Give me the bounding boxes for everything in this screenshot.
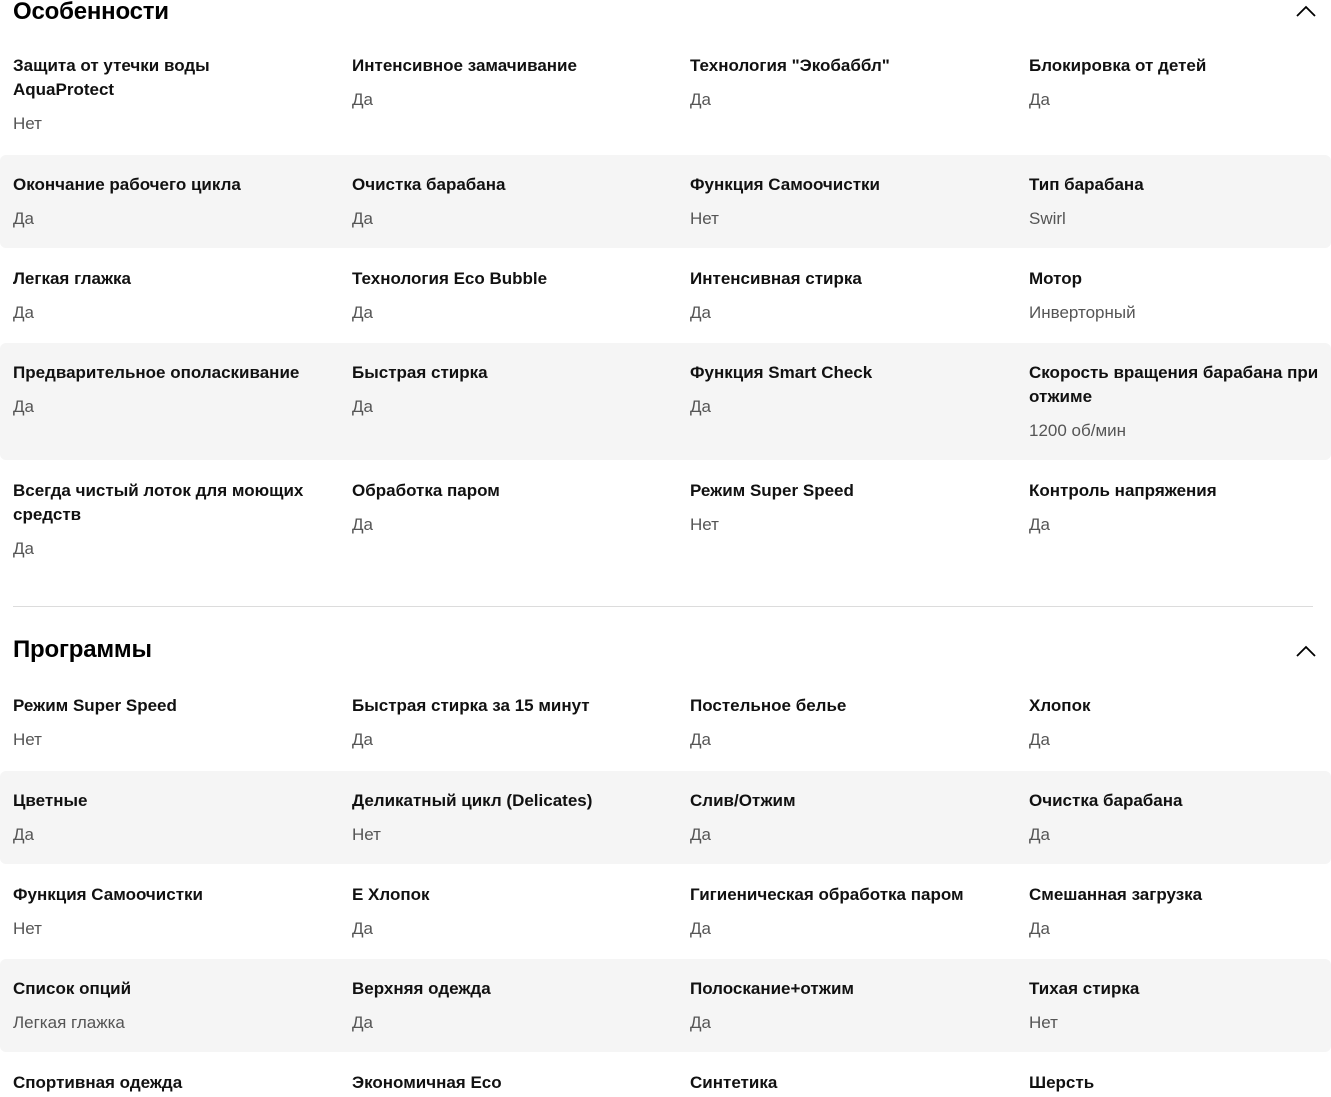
spec-value: Да <box>690 303 711 322</box>
spec-row <box>0 343 1331 460</box>
spec-item <box>352 54 652 112</box>
section-divider <box>13 606 1313 607</box>
spec-item <box>690 479 990 537</box>
spec-row <box>0 686 1331 770</box>
spec-label: Верхняя одежда <box>352 979 491 998</box>
spec-item <box>690 977 990 1035</box>
spec-label: Тихая стирка <box>1029 979 1140 998</box>
spec-item <box>13 977 313 1035</box>
spec-item <box>1029 1071 1329 1097</box>
spec-row <box>0 771 1331 864</box>
spec-item <box>690 694 990 752</box>
spec-label: Функция Smart Check <box>690 363 873 382</box>
spec-label: Технология Eco Bubble <box>352 269 548 288</box>
spec-value: Swirl <box>1029 209 1066 228</box>
spec-label: Быстрая стирка за 15 минут <box>352 696 590 715</box>
spec-label: Обработка паром <box>352 481 500 500</box>
spec-item <box>1029 789 1329 847</box>
spec-value: Да <box>13 825 34 844</box>
spec-label: Функция Самоочистки <box>13 885 203 904</box>
section-title: Программы <box>13 636 152 663</box>
spec-value: Да <box>1029 825 1050 844</box>
spec-item <box>13 173 313 231</box>
spec-label: Список опций <box>13 979 132 998</box>
spec-label: Гигиеническая обработка паром <box>690 885 964 904</box>
spec-item <box>13 694 313 752</box>
spec-label: Е Хлопок <box>352 885 430 904</box>
spec-value: Да <box>13 539 34 558</box>
spec-value: Да <box>1029 919 1050 938</box>
spec-value: Да <box>13 209 34 228</box>
spec-value: Легкая глажка <box>13 1013 125 1032</box>
spec-value: Да <box>352 1013 373 1032</box>
spec-item <box>13 361 313 419</box>
spec-value: Да <box>13 397 34 416</box>
spec-item <box>690 1071 990 1097</box>
spec-item <box>1029 54 1329 112</box>
spec-label: Интенсивное замачивание <box>352 56 577 75</box>
spec-value: Да <box>352 919 373 938</box>
spec-value: Да <box>690 1013 711 1032</box>
spec-label: Постельное белье <box>690 696 847 715</box>
spec-label: Режим Super Speed <box>690 481 854 500</box>
spec-label: Контроль напряжения <box>1029 481 1217 500</box>
spec-label: Всегда чистый лоток для моющих средств <box>13 481 304 524</box>
spec-value: Да <box>352 303 373 322</box>
spec-value: Да <box>1029 515 1050 534</box>
spec-label: Функция Самоочистки <box>690 175 880 194</box>
spec-label: Интенсивная стирка <box>690 269 862 288</box>
spec-value: Нет <box>1029 1013 1058 1032</box>
spec-row <box>0 1053 1331 1097</box>
chevron-up-icon[interactable] <box>1295 4 1317 18</box>
spec-value: Да <box>352 515 373 534</box>
spec-item <box>352 1071 652 1097</box>
spec-item <box>1029 267 1329 325</box>
spec-value: Да <box>1029 90 1050 109</box>
spec-label: Предварительное ополаскивание <box>13 363 300 382</box>
spec-item <box>1029 361 1329 443</box>
spec-value: Да <box>352 209 373 228</box>
spec-row <box>0 155 1331 248</box>
spec-label: Слив/Отжим <box>690 791 796 810</box>
spec-item <box>690 173 990 231</box>
spec-value: Нет <box>13 730 42 749</box>
spec-label: Очистка барабана <box>352 175 506 194</box>
spec-item <box>352 361 652 419</box>
spec-label: Мотор <box>1029 269 1082 288</box>
spec-item <box>13 883 313 941</box>
spec-value: Да <box>690 90 711 109</box>
spec-item <box>690 883 990 941</box>
spec-item <box>1029 479 1329 537</box>
chevron-up-icon[interactable] <box>1295 644 1317 658</box>
spec-label: Шерсть <box>1029 1073 1095 1092</box>
spec-item <box>1029 977 1329 1035</box>
spec-item <box>352 789 652 847</box>
spec-value: Да <box>352 730 373 749</box>
spec-item <box>1029 883 1329 941</box>
spec-label: Смешанная загрузка <box>1029 885 1203 904</box>
spec-item <box>13 54 313 136</box>
spec-item <box>352 883 652 941</box>
spec-item <box>1029 694 1329 752</box>
spec-label: Окончание рабочего цикла <box>13 175 241 194</box>
spec-label: Режим Super Speed <box>13 696 177 715</box>
spec-label: Спортивная одежда <box>13 1073 183 1092</box>
spec-item <box>13 267 313 325</box>
spec-value: Нет <box>13 919 42 938</box>
spec-value: Да <box>690 825 711 844</box>
spec-item <box>13 479 313 561</box>
spec-item <box>690 267 990 325</box>
spec-label: Полоскание+отжим <box>690 979 855 998</box>
spec-value: Нет <box>352 825 381 844</box>
spec-label: Блокировка от детей <box>1029 56 1207 75</box>
spec-item <box>1029 173 1329 231</box>
spec-label: Экономичная Eco <box>352 1073 502 1092</box>
spec-item <box>352 267 652 325</box>
section-title: Особенности <box>13 0 169 25</box>
spec-row <box>0 865 1331 958</box>
spec-value: 1200 об/мин <box>1029 421 1127 440</box>
spec-value: Да <box>1029 730 1050 749</box>
spec-value: Нет <box>690 209 719 228</box>
spec-value: Нет <box>690 515 719 534</box>
spec-value: Да <box>13 303 34 322</box>
spec-label: Цветные <box>13 791 88 810</box>
spec-row <box>0 959 1331 1052</box>
spec-row <box>0 249 1331 342</box>
spec-item <box>690 789 990 847</box>
spec-value: Да <box>690 397 711 416</box>
spec-label: Быстрая стирка <box>352 363 488 382</box>
spec-item <box>352 977 652 1035</box>
spec-item <box>13 1071 313 1097</box>
spec-label: Легкая глажка <box>13 269 131 288</box>
spec-label: Очистка барабана <box>1029 791 1183 810</box>
spec-item <box>690 54 990 112</box>
spec-label: Тип барабана <box>1029 175 1144 194</box>
spec-label: Скорость вращения барабана при отжиме <box>1029 363 1319 406</box>
spec-item <box>352 694 652 752</box>
spec-row <box>0 461 1331 578</box>
spec-item <box>13 789 313 847</box>
spec-item <box>352 479 652 537</box>
spec-value: Да <box>352 397 373 416</box>
spec-value: Инверторный <box>1029 303 1136 322</box>
spec-value: Нет <box>13 114 42 133</box>
spec-item <box>352 173 652 231</box>
spec-value: Да <box>690 730 711 749</box>
spec-item <box>690 361 990 419</box>
spec-value: Да <box>690 919 711 938</box>
spec-label: Хлопок <box>1029 696 1091 715</box>
spec-label: Защита от утечки воды AquaProtect <box>13 56 210 99</box>
spec-label: Синтетика <box>690 1073 778 1092</box>
spec-value: Да <box>352 90 373 109</box>
spec-label: Технология "Экобаббл" <box>690 56 890 75</box>
spec-row <box>0 46 1331 154</box>
spec-label: Деликатный цикл (Delicates) <box>352 791 593 810</box>
